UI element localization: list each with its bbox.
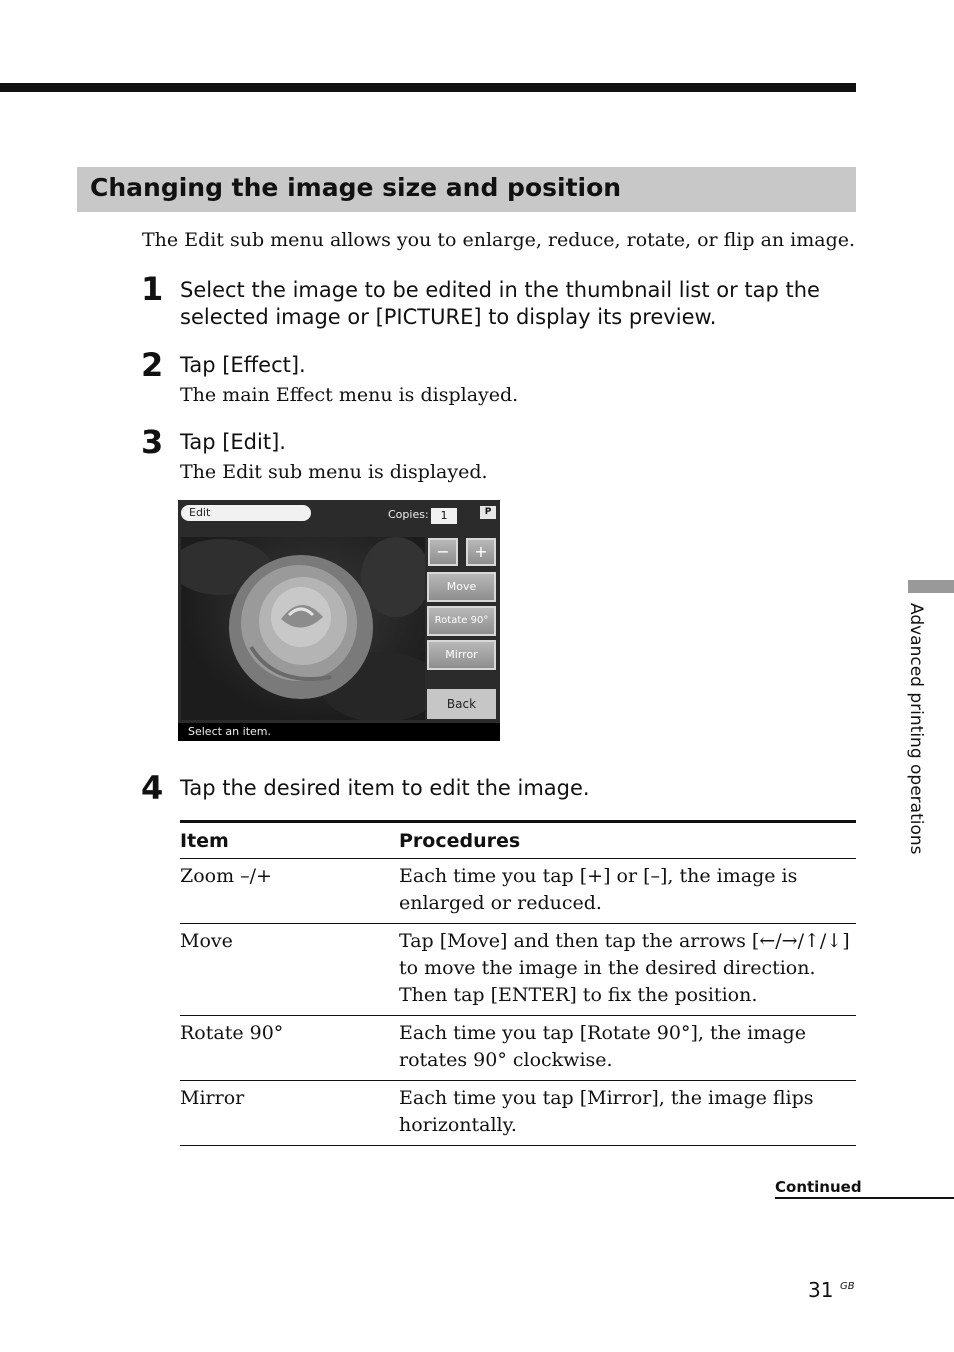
back-button[interactable]: Back bbox=[427, 689, 496, 719]
row-procedure: Each time you tap [Rotate 90°], the image rotates 90° clockwise. bbox=[399, 1016, 856, 1081]
step-2-text: Tap [Effect]. bbox=[180, 353, 306, 377]
row-item: Move bbox=[180, 924, 399, 1016]
edit-menu-label: Edit bbox=[181, 505, 311, 521]
table-row bbox=[180, 1081, 856, 1146]
mirror-label: Mirror bbox=[445, 648, 478, 661]
step-2-number: 2 bbox=[141, 346, 164, 384]
step-4-number: 4 bbox=[141, 769, 164, 807]
row-item: Zoom –/+ bbox=[180, 859, 399, 924]
intro-paragraph: The Edit sub menu allows you to enlarge, reduce, rotate, or flip an image. bbox=[142, 229, 856, 251]
rotate-button[interactable] bbox=[427, 606, 496, 636]
status-bar: Select an item. bbox=[178, 723, 500, 741]
table-header-row bbox=[180, 822, 856, 859]
table-row bbox=[180, 859, 856, 924]
step-1-number: 1 bbox=[141, 270, 164, 308]
rose-photo bbox=[181, 537, 425, 720]
continued-rule bbox=[775, 1197, 954, 1199]
zoom-minus-label: − bbox=[436, 542, 450, 561]
row-procedure: Tap [Move] and then tap the arrows [←/→/↑/↓] to move the image in the desired direction. Then tap [ENTER] to fix the position. bbox=[399, 924, 856, 1016]
page-suffix: GB bbox=[840, 1281, 855, 1292]
edit-menu-screen bbox=[178, 500, 500, 741]
page-number: 31 bbox=[808, 1278, 834, 1302]
step-3-number: 3 bbox=[141, 423, 164, 461]
zoom-plus-label: + bbox=[474, 542, 488, 561]
edit-items-table bbox=[180, 820, 856, 1146]
continued-label: Continued bbox=[775, 1178, 862, 1196]
side-tab-marker bbox=[908, 580, 954, 593]
copies-label: Copies: bbox=[388, 508, 429, 521]
side-chapter-label: Advanced printing operations bbox=[906, 603, 926, 855]
mirror-button[interactable] bbox=[427, 640, 496, 670]
step-3-subtext: The Edit sub menu is displayed. bbox=[180, 461, 488, 483]
move-label: Move bbox=[446, 580, 477, 593]
table-row bbox=[180, 924, 856, 1016]
top-rule bbox=[0, 83, 856, 92]
step-3-text: Tap [Edit]. bbox=[180, 430, 286, 454]
row-item: Rotate 90° bbox=[180, 1016, 399, 1081]
zoom-plus-button[interactable] bbox=[466, 538, 496, 566]
zoom-minus-button[interactable] bbox=[428, 538, 458, 566]
row-item: Mirror bbox=[180, 1081, 399, 1146]
row-procedure: Each time you tap [Mirror], the image flips horizontally. bbox=[399, 1081, 856, 1146]
header-item: Item bbox=[180, 822, 399, 859]
copies-value[interactable]: 1 bbox=[431, 508, 457, 524]
step-2-subtext: The main Effect menu is displayed. bbox=[180, 384, 519, 406]
row-procedure: Each time you tap [+] or [–], the image is enlarged or reduced. bbox=[399, 859, 856, 924]
section-title: Changing the image size and position bbox=[90, 173, 622, 202]
step-4-text: Tap the desired item to edit the image. bbox=[180, 776, 590, 800]
table-row bbox=[180, 1016, 856, 1081]
section-header bbox=[77, 167, 856, 212]
header-procedures: Procedures bbox=[399, 822, 856, 859]
p-badge: P bbox=[480, 506, 496, 519]
step-1-text: Select the image to be edited in the thumbnail list or tap the selected image or [PICTURE] to display its preview. bbox=[180, 278, 820, 329]
rose-image bbox=[181, 537, 425, 720]
move-button[interactable] bbox=[427, 572, 496, 602]
rotate-label: Rotate 90° bbox=[434, 615, 489, 626]
